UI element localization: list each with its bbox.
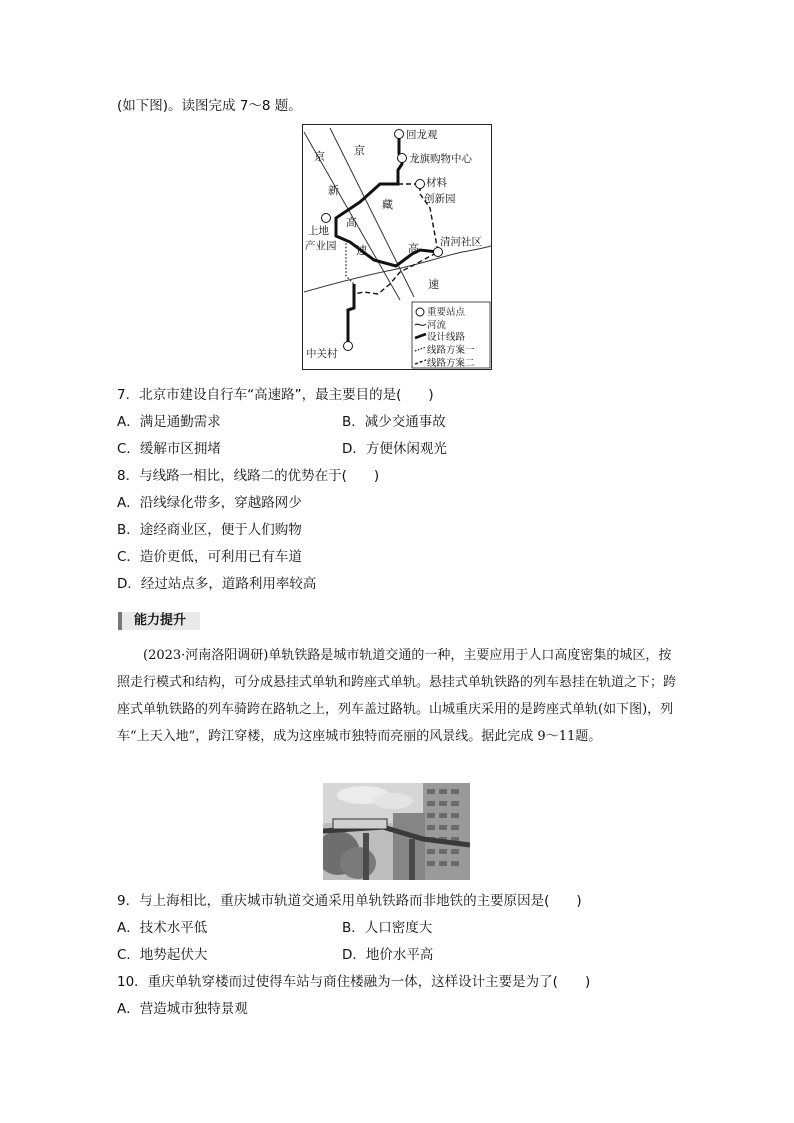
road-label-gao-1: 高 <box>346 216 357 229</box>
q7-option-c: C．缓解市区拥堵 <box>117 441 221 457</box>
section-title: 能力提升 <box>118 612 200 630</box>
road-label-jing-1: 京 <box>314 150 325 163</box>
q7-option-b: B．减少交通事故 <box>342 414 446 430</box>
label-shangdi-1: 上地 <box>308 225 329 237</box>
station-cailiao <box>416 180 425 189</box>
road-label-su-2: 速 <box>428 278 439 291</box>
label-huilongguan: 回龙观 <box>406 129 438 141</box>
legend-plan1: 线路方案一 <box>427 345 475 356</box>
legend-design: 设计线路 <box>427 332 466 343</box>
q7-options-row-1 <box>117 413 446 431</box>
q8-option-a: A．沿线绿化带多，穿越路网少 <box>117 495 302 511</box>
q10-option-a: A．营造城市独特景观 <box>117 1001 248 1017</box>
legend-river: 河流 <box>427 320 447 331</box>
q9-option-b: B．人口密度大 <box>342 920 433 936</box>
label-cailiao-1: 材料 <box>426 177 447 189</box>
q7-options-row-2 <box>117 440 447 458</box>
q9-option-a: A．技术水平低 <box>117 920 208 936</box>
legend-station: 重要站点 <box>427 307 466 318</box>
q7-option-a: A．满足通勤需求 <box>117 414 221 430</box>
road-label-zang: 藏 <box>382 198 393 211</box>
station-longqi <box>398 154 407 163</box>
q9-options-row-1 <box>117 919 433 937</box>
label-shangdi-2: 产业园 <box>305 240 337 252</box>
road-label-su-1: 速 <box>356 244 367 257</box>
q9-option-d: D．地价水平高 <box>342 947 434 963</box>
q8-option-c: C．造价更低，可利用已有车道 <box>117 549 302 565</box>
road-label-gao-2: 高 <box>408 242 419 255</box>
q9-options-row-2 <box>117 946 434 964</box>
q9-stem: 9．与上海相比，重庆城市轨道交通采用单轨铁路而非地铁的主要原因是( ) <box>117 893 582 909</box>
label-cailiao-2: 创新园 <box>424 193 456 205</box>
bike-highway-map <box>302 124 492 370</box>
road-label-xin: 新 <box>328 184 339 197</box>
q7-option-d: D．方便休闲观光 <box>342 441 447 457</box>
station-shangdi <box>322 214 331 223</box>
q8-option-b: B．途经商业区，便于人们购物 <box>117 522 302 538</box>
intro-line: (如下图)。读图完成 7～8 题。 <box>117 98 302 114</box>
q7-stem: 7．北京市建设自行车“高速路”，最主要目的是( ) <box>117 387 434 403</box>
passage: (2023·河南洛阳调研)单轨铁路是城市轨道交通的一种，主要应用于人口高度密集的城区，按照走行模式和结构，可分成悬挂式单轨和跨座式单轨。悬挂式单轨铁路的列车悬挂在轨道之下；跨座式单轨铁路的列车骑跨在路轨之上，列车盖过路轨。山城重庆采用的是跨座式单轨(如下图)，列车“上天入地”，跨江穿楼，成为这座城市独特而亮丽的风景线。据此完成 9～11题。 <box>117 648 677 744</box>
q8-stem: 8．与线路一相比，线路二的优势在于( ) <box>117 468 380 484</box>
label-longqi: 龙旗购物中心 <box>409 153 472 165</box>
monorail-photo <box>323 783 470 880</box>
label-qinghe: 清河社区 <box>440 236 482 248</box>
q9-option-c: C．地势起伏大 <box>117 947 208 963</box>
legend-station-symbol <box>416 308 424 316</box>
q8-option-d: D．经过站点多，道路利用率较高 <box>117 576 317 592</box>
photo-monorail-train <box>333 819 387 829</box>
station-zhongguancun <box>344 342 353 351</box>
station-qinghe <box>434 248 443 257</box>
legend-plan2: 线路方案二 <box>427 358 475 369</box>
road-label-jing-2: 京 <box>354 144 365 157</box>
label-zhongguancun: 中关村 <box>306 348 338 360</box>
station-huilongguan <box>395 130 404 139</box>
q10-stem: 10．重庆单轨穿楼而过使得车站与商住楼融为一体，这样设计主要是为了( ) <box>117 974 591 990</box>
